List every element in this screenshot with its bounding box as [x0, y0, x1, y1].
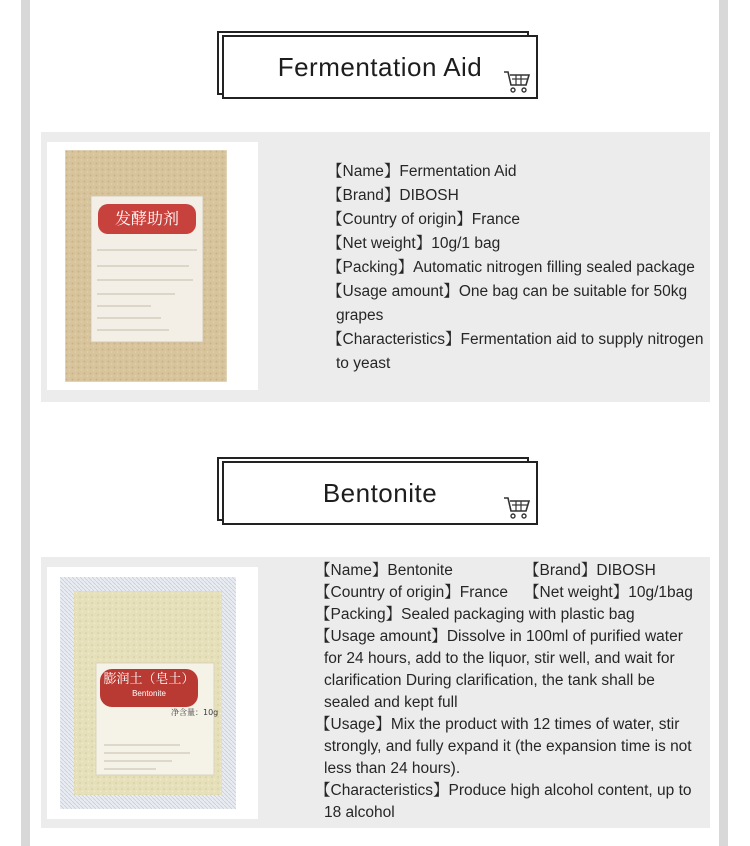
section-title: Fermentation Aid — [277, 51, 483, 82]
spec-characteristics-cont: 18 alcohol — [324, 804, 395, 821]
spec-usage-amount-cont-2: clarification During clarification, the tank shall be — [324, 672, 655, 689]
package-weight-text: 净含量：10g — [171, 708, 219, 717]
spec-characteristics-cont: to yeast — [336, 355, 391, 372]
section-title-box — [217, 457, 529, 521]
spec-brand: 【Brand】DIBOSH — [327, 187, 459, 204]
spec-packing: 【Packing】Automatic nitrogen filling sealed package — [327, 259, 695, 276]
spec-usage-amount-cont-1: for 24 hours, add to the liquor, stir well, and wait for — [324, 650, 675, 667]
spec-name: 【Name】Fermentation Aid — [327, 163, 517, 180]
left-border-rail — [21, 0, 30, 846]
package-label-subtext: Bentonite — [132, 689, 166, 698]
spec-net-weight: 【Net weight】10g/1bag — [524, 584, 693, 601]
section-title-box — [217, 31, 529, 95]
spec-net-weight: 【Net weight】10g/1 bag — [327, 235, 501, 252]
spec-brand: 【Brand】DIBOSH — [524, 562, 656, 579]
product-image — [47, 142, 258, 390]
section-title: Bentonite — [322, 477, 438, 508]
shopping-cart-icon — [502, 495, 532, 521]
spec-usage-cont-1: strongly, and fully expand it (the expansion time is not — [324, 738, 692, 755]
spec-usage-cont-2: less than 24 hours). — [324, 760, 461, 777]
product-panel-bentonite — [41, 557, 710, 828]
right-border-rail — [719, 0, 728, 846]
shopping-cart-icon — [502, 69, 532, 95]
spec-usage-amount: 【Usage amount】Dissolve in 100ml of purified water — [315, 628, 683, 645]
spec-usage-amount: 【Usage amount】One bag can be suitable for 50kg — [327, 283, 688, 300]
spec-characteristics: 【Characteristics】Fermentation aid to supply nitrogen — [327, 331, 704, 348]
spec-country: 【Country of origin】France — [327, 211, 520, 228]
product-image — [47, 567, 258, 819]
product-package — [65, 150, 227, 382]
spec-name: 【Name】Bentonite — [315, 562, 453, 579]
spec-country: 【Country of origin】France — [315, 584, 508, 601]
product-panel-fermentation-aid — [41, 132, 710, 402]
package-label-text: 膨润土（皂土） — [103, 672, 195, 687]
package-label-text: 发酵助剂 — [114, 209, 179, 228]
spec-packing: 【Packing】Sealed packaging with plastic bag — [315, 606, 635, 623]
spec-usage-amount-cont: grapes — [336, 307, 384, 324]
spec-usage-amount-cont-3: sealed and kept full — [324, 694, 458, 711]
spec-characteristics: 【Characteristics】Produce high alcohol content, up to — [315, 782, 692, 799]
spec-usage: 【Usage】Mix the product with 12 times of water, stir — [315, 716, 680, 733]
